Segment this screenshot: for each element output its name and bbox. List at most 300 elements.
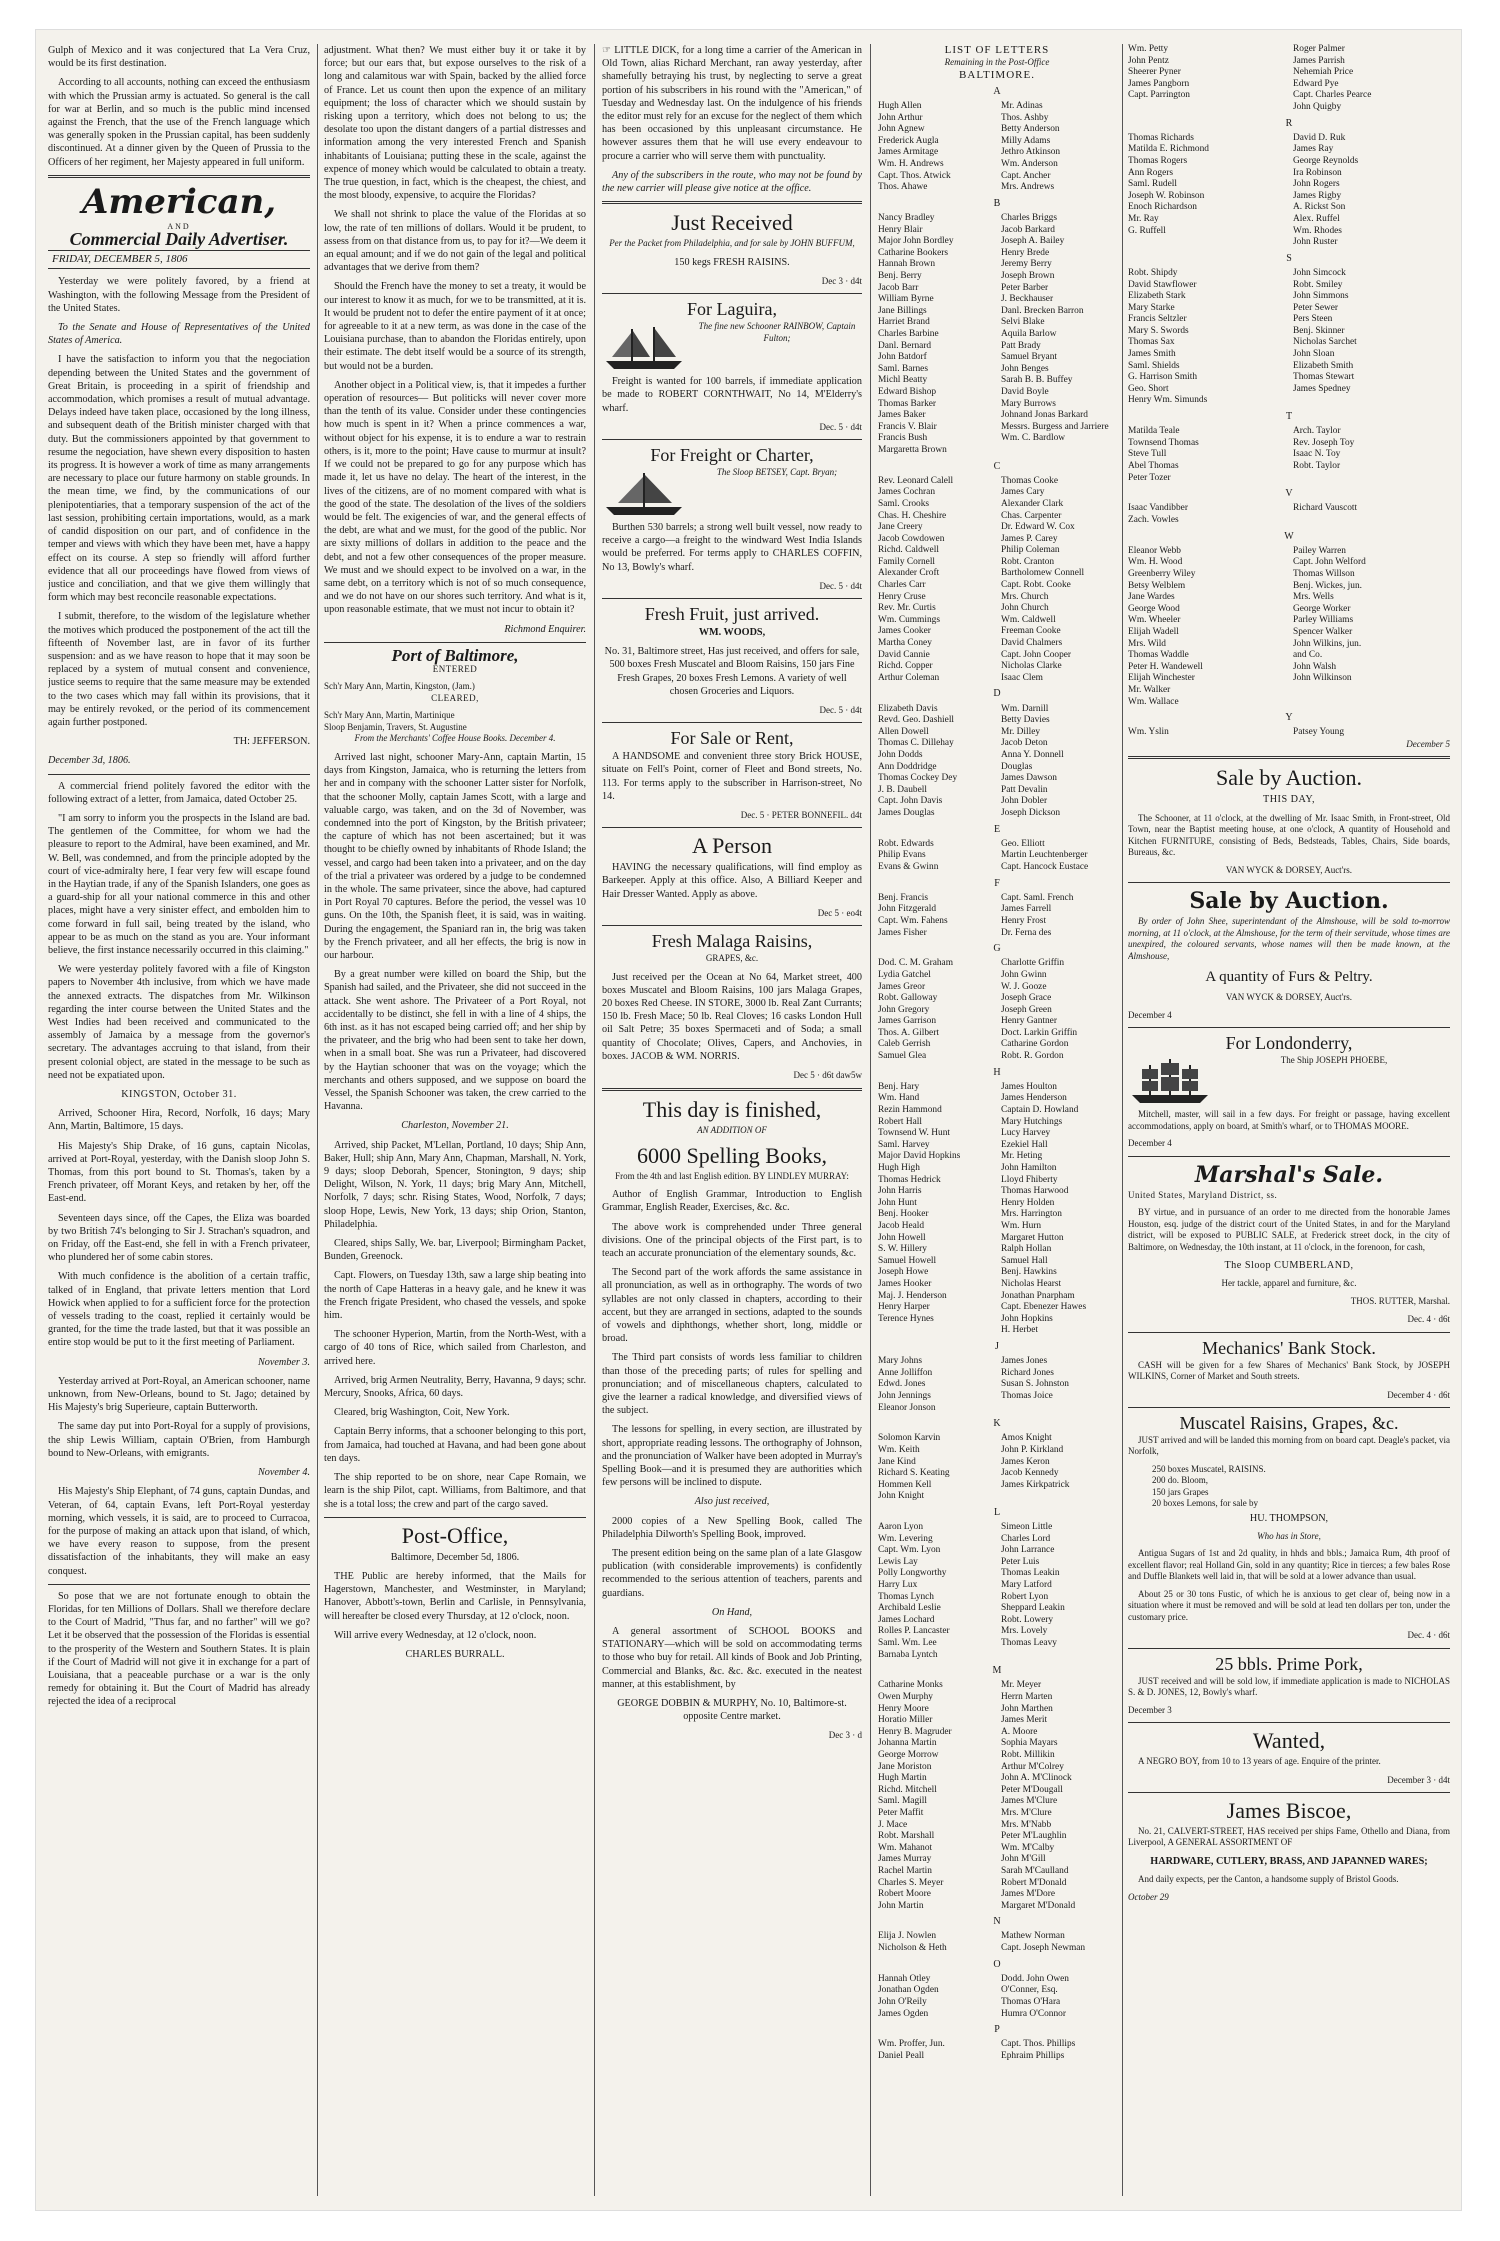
letter-recipient: Jacob Deton bbox=[1001, 738, 1048, 749]
letter-recipient: Patt Devalin bbox=[1001, 784, 1048, 795]
letter-recipient: Capt. Parrington bbox=[1128, 90, 1190, 101]
dateline-text: FRIDAY, DECEMBER 5, 1806 bbox=[52, 253, 188, 266]
marshal-signature: THOS. RUTTER, Marshal. bbox=[1350, 1295, 1450, 1306]
letter-recipient: Isaac Clem bbox=[1001, 672, 1043, 683]
letter-recipient: Lewis Lay bbox=[878, 1556, 918, 1567]
letter-recipient: Jethro Atkinson bbox=[1001, 147, 1061, 158]
letter-recipient: Capt. Thos. Atwick bbox=[878, 170, 951, 181]
letter-recipient: Capt. Wm. Fahens bbox=[878, 915, 948, 926]
letter-recipient: Elizabeth Smith bbox=[1293, 360, 1354, 371]
book-ad-signature: GEORGE DOBBIN & MURPHY, No. 10, Baltimore-st. opposite Centre market. bbox=[617, 1698, 847, 1723]
letter-recipient: Aquila Barlow bbox=[1001, 329, 1057, 339]
letter-recipient: Jonathan Ogden bbox=[878, 1985, 939, 1996]
letter-recipient: Anna Y. Donnell bbox=[1001, 750, 1064, 760]
column-rule bbox=[317, 44, 318, 2196]
port-paragraph: The ship reported to be on shore, near Cape Romain, we learn is the ship Pilot, capt. Williams, from Baltimore, and that she is a total loss; the crew and part of the cargo saved. bbox=[324, 1472, 586, 1510]
bank-stock-body: CASH will be given for a few Shares of Mechanics' Bank Stock, by JOSEPH WILKINS, Corner of Market and South streets. bbox=[1128, 1359, 1450, 1382]
letter-recipient: Benj. Berry bbox=[878, 271, 922, 282]
letter-recipient: David Cannie bbox=[878, 649, 930, 660]
marshal-ship-detail: Her tackle, apparel and furniture, &c. bbox=[1221, 1278, 1357, 1289]
letter-recipient: Ann Doddridge bbox=[878, 761, 937, 772]
auction-body: By order of John Shee, superintendant of the Almshouse, will be sold to-morrow morning, at 11 o'clock, at the Almshouse, for the term of their servitude, whose times are unexpired, the coloured servants, whose names will then be made known, at the Almshouse, bbox=[1128, 916, 1450, 961]
ad-heading: For Freight or Charter, bbox=[650, 444, 814, 465]
letter-recipient: Saml. Wm. Lee bbox=[878, 1638, 937, 1649]
ad-footer: Dec. 4 · d6t bbox=[1407, 1630, 1450, 1641]
letters-date: December 5 bbox=[1406, 738, 1450, 749]
port-paragraph: By a great number were killed on board the Ship, but the Spanish had sailed, and the Privateer, she did not succeed in the attack. She went ashore. The Privateer of a Port Royal, not accidentally to be distinct, she fell in with a line of 4 ships, the 6th inst. as it has not escaped being carried off; and her ship by the privateer, and the brig who had been sent to take her down, when in a small boat. She was run a Privateer, had discovered by the Haytian schooner that was on the voyage; which the merchants and others supposed, and we suppose on board the Vessel, the Spanish Schooner was taken, the crew carried to the Havanna. bbox=[324, 969, 586, 1113]
letter-recipient: Catharine Gordon bbox=[1001, 1039, 1069, 1050]
editorial-paragraph: Should the French have the money to set a treaty, it would be our interest to know it as much, for we to be transmitted, at it is. It would be prudent not to defer the entire payment of it at once; for agreeable to it at a new term, as was done in the case of the Louisiana purchase, than to abandon the Floridas entirely, upon their estimate. The debt itself would be a source of its strength, but would not be a burden. bbox=[324, 281, 586, 372]
letter-recipient: Geo. Elliott bbox=[1001, 838, 1045, 849]
letter-recipient: Henry Gantner bbox=[1001, 1016, 1057, 1027]
letter-recipient: Henry Moore bbox=[878, 1703, 929, 1714]
letter-recipient: Thos. A. Gilbert bbox=[878, 1027, 939, 1038]
letter-recipient: Jane Moriston bbox=[878, 1761, 932, 1772]
letters-section-letter: L bbox=[993, 1506, 1001, 1518]
letter-recipient: John Ruster bbox=[1293, 237, 1338, 248]
letter-recipient: Joseph Brown bbox=[1001, 271, 1055, 282]
letters-section-letter: T bbox=[1285, 411, 1293, 423]
newspaper-page bbox=[36, 30, 1461, 2210]
book-ad-author: From the 4th and last English edition. BY LINDLEY MURRAY: bbox=[615, 1170, 849, 1181]
letter-recipient: Mrs. Lovely bbox=[1001, 1626, 1048, 1637]
letter-recipient: Anne Jolliffon bbox=[878, 1367, 933, 1378]
letter-recipient: Wm. Darnill bbox=[1001, 703, 1049, 714]
letter-recipient: James Merit bbox=[1001, 1715, 1048, 1726]
letter-recipient: Henry Frost bbox=[1001, 915, 1047, 926]
divider bbox=[602, 722, 862, 723]
letter-recipient: Ira Robinson bbox=[1293, 167, 1342, 178]
letter-recipient: Mr. Meyer bbox=[1001, 1680, 1042, 1691]
ad-date: December 4 bbox=[1387, 1389, 1431, 1400]
letter-recipient bbox=[1293, 473, 1450, 485]
letter-recipient: Joseph Dickson bbox=[1001, 807, 1061, 818]
letter-recipient: James Armitage bbox=[878, 147, 939, 158]
news-paragraph: The same day put into Port-Royal for a supply of provisions, the ship Lewis William, captain O'Brien, from Hamburgh bound to New-Orleans, with emigrants. bbox=[48, 1421, 310, 1459]
letter-recipient: Henry Harper bbox=[878, 1302, 930, 1313]
letter-recipient: Rev. Joseph Toy bbox=[1293, 437, 1355, 448]
letter-recipient: Jacob Cowdowen bbox=[878, 533, 945, 544]
letter-recipient bbox=[1001, 445, 1116, 457]
letter-recipient: Jane Creery bbox=[878, 522, 923, 533]
letter-recipient: John Larrance bbox=[1001, 1545, 1055, 1556]
letter-recipient: Capt. Thos. Phillips bbox=[1001, 2039, 1076, 2050]
ad-tag: d bbox=[857, 1730, 862, 1741]
letter-recipient: G. Harrison Smith bbox=[1128, 372, 1198, 383]
post-office-notice: Will arrive every Wednesday, at 12 o'clock, noon. bbox=[334, 1629, 537, 1641]
letter-recipient: S. W. Hillery bbox=[878, 1244, 927, 1255]
letter-recipient: Wm. Keith bbox=[878, 1444, 920, 1455]
divider bbox=[1128, 1027, 1450, 1028]
letter-recipient: John Gwinn bbox=[1001, 969, 1047, 980]
letter-recipient: Dr. Edward W. Cox bbox=[1001, 522, 1075, 533]
letter-recipient: Revd. Geo. Dashiell bbox=[878, 715, 955, 726]
ad-body: Freight is wanted for 100 barrels, if immediate application be made to ROBERT CORNTHWAIT, No 14, M'Elderry's wharf. bbox=[602, 376, 862, 414]
letter-recipient: Francis V. Blair bbox=[878, 421, 937, 432]
letter-recipient: John Knight bbox=[878, 1491, 925, 1502]
ad-tag: d4t bbox=[850, 704, 862, 715]
news-paragraph: His Majesty's Ship Elephant, of 74 guns, captain Dundas, and Veteran, of 64, captain Evans, left Port-Royal yesterday morning, which vessels, it is said, are to proceed to Curracoa, for the purpose of making an attack upon that island, of which, we have every reason to suppose, from the present dissatisfaction of the inhabitants, they will make an easy conquest. bbox=[48, 1486, 310, 1577]
letter-recipient: Catharine Monks bbox=[878, 1680, 943, 1691]
ad-date: Dec. 4 bbox=[1407, 1630, 1431, 1641]
letter-recipient: John Jennings bbox=[878, 1390, 931, 1401]
letter-recipient: John Martin bbox=[878, 1900, 924, 1911]
message-date: December 3d, 1806. bbox=[48, 755, 131, 767]
ad-footer: Dec 3 · d4t bbox=[821, 275, 862, 286]
letter-recipient: Catharine Bookers bbox=[878, 247, 949, 258]
book-ad-paragraph: The above work is comprehended under Three general divisions. One of the principal objects of the First part, is to teach an accurate pronunciation of the elementary sounds, &c. bbox=[602, 1221, 862, 1259]
letter-recipient: Simeon Little bbox=[1001, 1522, 1053, 1533]
letter-recipient: Edwd. Jones bbox=[878, 1379, 926, 1390]
ad-body: Just received per the Ocean at No 64, Market street, 400 boxes Muscatel and Bloom Raisins, 100 jars Malaga Grapes, 20 boxes Red Cheese. IN STORE, 3000 lb. Real Zant Currants; 150 lb. Fresh Mace; 50 lb. Real Cloves; 16 casks London Hull oil Salt Petre; 35 boxes Spermaceti and of Soda; a small quantity of Chocolate; Olives, Capers, and Anchovies, in boxes. JACOB & WM. NORRIS. bbox=[602, 971, 862, 1062]
port-paragraph: Arrived, brig Armen Neutrality, Berry, Havanna, 9 days; schr. Mercury, Snooks, Africa, 60 days. bbox=[324, 1374, 586, 1400]
entered-heading: ENTERED bbox=[432, 663, 478, 674]
ad-footer: December 4 · d6t bbox=[1387, 1389, 1450, 1400]
letter-recipient: John P. Kirkland bbox=[1001, 1444, 1064, 1455]
letter-recipient: Nicholas Hearst bbox=[1001, 1278, 1062, 1289]
letter-recipient: Joseph Grace bbox=[1001, 993, 1052, 1004]
letter-recipient: Spencer Walker bbox=[1293, 626, 1353, 637]
letter-recipient: John Gregory bbox=[878, 1004, 930, 1015]
ad-footer: Dec. 5 · d4t bbox=[819, 704, 862, 715]
auction-body: The Schooner, at 11 o'clock, at the dwelling of Mr. Isaac Smith, in Front-street, Old Town, near the Baptist meeting house, at one o'clock, A quantity of Household and Kitchen FURNITURE, consisting of Beds, Bedsteads, Tables, Chairs, Side boards, Bureaus, &c. bbox=[1128, 812, 1450, 858]
letters-section-letter: Y bbox=[1285, 712, 1293, 724]
letter-recipient: Margaret Hutton bbox=[1001, 1232, 1064, 1243]
letter-recipient: Wm. Yslin bbox=[1128, 727, 1169, 738]
letter-recipient: David Stawflower bbox=[1128, 279, 1197, 290]
port-entry: Sch'r Mary Ann, Martin, Martinique bbox=[324, 710, 455, 721]
letter-recipient: Pers Steen bbox=[1293, 314, 1333, 325]
biscoe-date: October 29 bbox=[1128, 1891, 1169, 1902]
letter-recipient: Jacob Heald bbox=[878, 1221, 925, 1231]
letter-recipient: Thomas Richards bbox=[1128, 132, 1194, 143]
marshal-ship: The Sloop CUMBERLAND, bbox=[1224, 1260, 1354, 1272]
divider bbox=[1128, 1792, 1450, 1793]
letter-recipient: Nicholas Sarchet bbox=[1293, 337, 1357, 348]
ad-date: Dec 5 bbox=[793, 1069, 815, 1080]
letter-recipient: A. Moore bbox=[1001, 1726, 1038, 1737]
letter-recipient: Edward Bishop bbox=[878, 386, 937, 397]
letter-recipient: Robt. Shipdy bbox=[1128, 267, 1178, 278]
letter-recipient: Joseph Green bbox=[1001, 1004, 1052, 1015]
letter-recipient: Nehemiah Price bbox=[1293, 67, 1354, 78]
column-3 bbox=[602, 44, 862, 2196]
letter-recipient: Robt. R. Gordon bbox=[1001, 1051, 1064, 1062]
letter-recipient: James Greor bbox=[878, 981, 926, 992]
letter-recipient: John Hunt bbox=[878, 1197, 917, 1208]
letter-recipient: John Church bbox=[1001, 603, 1049, 614]
letters-section bbox=[878, 1931, 1116, 1954]
letter-recipient: James Cochran bbox=[878, 487, 936, 498]
letter-recipient: James Baker bbox=[878, 410, 926, 421]
letters-section-letter: D bbox=[993, 688, 1001, 700]
letter-recipient: Polly Longworthy bbox=[878, 1568, 947, 1579]
ad-footer: Dec 5 · eo4t bbox=[817, 907, 862, 918]
letter-recipient: G. Ruffell bbox=[1128, 225, 1166, 236]
ad-tag: d6t bbox=[1438, 1630, 1450, 1641]
letters-section-letter: G bbox=[993, 943, 1001, 955]
letter-recipient: Danl. Brecken Barron bbox=[1001, 305, 1084, 316]
divider bbox=[1128, 1407, 1450, 1408]
letter-recipient: Capt. John Cooper bbox=[1001, 649, 1072, 660]
ad-tag: d6t bbox=[1438, 1314, 1450, 1325]
ad-subheading: WM. WOODS, bbox=[698, 626, 766, 638]
ad-body: No. 31, Baltimore street, Has just received, and offers for sale, 500 boxes Fresh Muscatel and Bloom Raisins, 150 jars Fine Fresh Grapes, 20 boxes Fresh Lemons. A variety of well chosen Groceries and Liquors. bbox=[604, 646, 860, 697]
shipping-body: Mitchell, master, will sail in a few days. For freight or passage, having excellent accommodations, apply on board, at Smith's wharf, or to THOMAS MOORE. bbox=[1128, 1109, 1450, 1131]
letters-section-letter: F bbox=[994, 877, 1000, 889]
letter-recipient: Dodd. John Owen bbox=[1001, 1973, 1069, 1984]
charleston-heading: Charleston, November 21. bbox=[401, 1120, 509, 1132]
marshal-body: BY virtue, and in pursuance of an order to me directed from the honorable James Houston, esq. judge of the district court of the United States, in and for the Maryland district, will be exposed to PUBLIC SALE, at Frederick street dock, in the city of Baltimore, on Wednesday, the 10th instant, at 11 o'clock, in the forenoon, for cash, bbox=[1128, 1207, 1450, 1252]
letter-recipient: Captain D. Howland bbox=[1001, 1105, 1079, 1116]
letters-section bbox=[878, 893, 1116, 939]
letter-recipient: John M'Gill bbox=[1001, 1854, 1046, 1865]
letter-recipient: Samuel Bryant bbox=[1001, 352, 1057, 363]
divider bbox=[602, 293, 862, 294]
letter-recipient: Wm. Cummings bbox=[878, 614, 940, 625]
letter-recipient: James Farrell bbox=[1001, 904, 1052, 915]
letter-recipient: Harry Lux bbox=[878, 1580, 918, 1591]
letters-section-letter: P bbox=[994, 2024, 1000, 2036]
port-paragraph: The schooner Hyperion, Martin, from the North-West, with a cargo of 40 tons of Rice, which sailed from Charleston, and arrived here. bbox=[324, 1329, 586, 1367]
shipping-subheading: The Ship JOSEPH PHOEBE, bbox=[1280, 1055, 1388, 1066]
letter-recipient: Elizabeth Davis bbox=[878, 703, 938, 714]
letter-recipient: Jacob Barr bbox=[878, 282, 919, 293]
ad-tag: d4t bbox=[1438, 1774, 1450, 1785]
letter-recipient: Wm. Proffer, Jun. bbox=[878, 2039, 945, 2050]
post-office-notice: THE Public are hereby informed, that the Mails for Hagerstown, Manchester, and Westminster, in Maryland; Hanover, Abbott's-town, Berlin and Carlisle, in Pennsylvania, will hereafter be closed every Thursday, at 12 o'clock, noon. bbox=[324, 1570, 586, 1622]
wanted-body: A NEGRO BOY, from 10 to 13 years of age. Enquire of the printer. bbox=[1138, 1756, 1381, 1767]
letter-recipient: Family Cornell bbox=[878, 556, 936, 567]
letter-recipient: Wm. Caldwell bbox=[1001, 614, 1056, 625]
letter-recipient: Johanna Martin bbox=[878, 1738, 937, 1749]
letter-recipient: Rezin Hammond bbox=[878, 1105, 942, 1116]
letter-recipient: Frederick Augla bbox=[878, 135, 939, 146]
letter-recipient: John Quigby bbox=[1293, 101, 1342, 112]
letter-recipient: Margaretta Brown bbox=[878, 444, 947, 455]
letter-recipient: Major John Bordley bbox=[878, 236, 954, 247]
ad-date: Dec. 5 bbox=[819, 421, 843, 432]
letter-recipient: Capt. Wm. Lyon bbox=[878, 1545, 941, 1556]
news-paragraph: So pose that we are not fortunate enough to obtain the Floridas, for ten Millions of Dollars. Shall we therefore declare to the Court of Madrid, "Thus far, and no farther" will we go? Let it be observed that the possession of the Floridas is essential to the prosperity of the Western and Southern States. It is plain if the Court of Madrid will not give it in exchange for a part of Louisiana, that a peaceable purchase or a war is the only remedy for obtaining it. But the Court of Madrid has already rejected the idea of a reciprocal bbox=[48, 1590, 310, 1708]
letter-recipient: John Batdorf bbox=[878, 352, 927, 363]
letter-recipient: Robt. Millikin bbox=[1001, 1749, 1055, 1760]
letter-recipient: James Hooker bbox=[878, 1278, 932, 1289]
notice-text: LITTLE DICK, for a long time a carrier of the American in Old Town, alias Richard Merchant, ran away yesterday, after shamefully betraying his trust, by neglecting to serve a great portion of his subscribers in his round with the "American," of Tuesday and Wednesday last. On the indulgence of his friends the editor must rely for an excuse for the neglect of them which has been occasioned by this unpleasant circumstance. He however assures them that he will use every endeavour to procure a carrier who will serve them with punctuality. bbox=[602, 45, 862, 162]
ad-tag: d6t daw5w bbox=[822, 1069, 862, 1080]
masthead-title: American, bbox=[81, 181, 277, 222]
ad-footer: Dec 5 · d6t daw5w bbox=[793, 1069, 862, 1080]
letter-recipient: Mr. Ray bbox=[1128, 213, 1159, 224]
letter-recipient: James Parrish bbox=[1293, 55, 1345, 66]
letter-recipient: Townsend W. Hunt bbox=[878, 1128, 950, 1139]
letter-recipient bbox=[1001, 1650, 1116, 1662]
letter-recipient: Hommen Kell bbox=[878, 1479, 932, 1490]
letter-recipient: James Cary bbox=[1001, 487, 1045, 498]
letter-recipient: Benj. Wickes, jun. bbox=[1293, 580, 1362, 591]
letter-recipient: Wm. Rhodes bbox=[1293, 225, 1342, 236]
letter-recipient: David Boyle bbox=[1001, 386, 1049, 397]
letter-recipient: John Agnew bbox=[878, 124, 925, 135]
letters-section bbox=[878, 958, 1116, 1062]
letter-recipient: Major David Hopkins bbox=[878, 1151, 961, 1162]
letter-recipient: George Wood bbox=[1128, 603, 1180, 614]
letter-recipient: Pailey Warren bbox=[1293, 545, 1346, 556]
letter-recipient: Robt. Smiley bbox=[1293, 279, 1343, 290]
letters-section bbox=[878, 1522, 1116, 1661]
raisins-item: 250 boxes Muscatel, RAISINS. bbox=[1152, 1463, 1266, 1474]
letter-recipient: Saml. Shields bbox=[1128, 360, 1180, 371]
ad-tag: eo4t bbox=[846, 907, 862, 918]
letter-recipient: Jeremy Berry bbox=[1001, 259, 1052, 270]
marshal-heading: Marshal's Sale. bbox=[1194, 1161, 1384, 1188]
ad-footer: December 3 · d4t bbox=[1387, 1774, 1450, 1785]
letter-recipient: Lydia Gatchel bbox=[878, 969, 931, 980]
letter-recipient: Sophia Mayars bbox=[1001, 1738, 1058, 1749]
letter-recipient: James Fisher bbox=[878, 927, 927, 938]
ad-date: Dec 3 bbox=[821, 275, 843, 286]
letter-recipient: Bartholomew Connell bbox=[1001, 568, 1085, 579]
letter-recipient: Peter Barber bbox=[1001, 282, 1049, 293]
letter-recipient: Charles S. Meyer bbox=[878, 1877, 944, 1888]
book-ad-paragraph: 2000 copies of a New Spelling Book, called The Philadelphia Dilworth's Spelling Book, improved. bbox=[602, 1515, 862, 1540]
letter-recipient: Mr. Adinas bbox=[1001, 101, 1043, 112]
letter-recipient: Henry Blair bbox=[878, 224, 923, 235]
letters-section-letter: S bbox=[1286, 252, 1292, 264]
raisins-body: JUST arrived and will be landed this morning from on board capt. Deagle's packet, via Norfolk, bbox=[1128, 1434, 1450, 1457]
letter-recipient: Wm. Hurn bbox=[1001, 1221, 1042, 1231]
letter-recipient: James Pangborn bbox=[1128, 78, 1190, 89]
letter-recipient: James Jones bbox=[1001, 1356, 1048, 1367]
raisins-item: 200 do. Bloom, bbox=[1152, 1475, 1209, 1486]
column-rule bbox=[594, 44, 595, 2196]
letter-recipient: John Arthur bbox=[878, 112, 923, 123]
ad-date: Dec 3 bbox=[828, 1730, 850, 1741]
letter-recipient: John Simcock bbox=[1293, 267, 1346, 278]
letter-recipient: Enoch Richardson bbox=[1128, 202, 1197, 213]
letters-section bbox=[1128, 426, 1450, 484]
auction-date: December 4 bbox=[1128, 1009, 1172, 1020]
letter-recipient: Capt. Ebenezer Hawes bbox=[1001, 1302, 1087, 1313]
letter-recipient: Mary S. Swords bbox=[1128, 325, 1189, 336]
letters-section-letter: O bbox=[993, 1958, 1001, 1970]
letter-recipient: James Houlton bbox=[1001, 1081, 1057, 1092]
pork-body: JUST received and will be sold low, if immediate application is made to NICHOLAS S. & D. JONES, 12, Bowly's wharf. bbox=[1128, 1675, 1450, 1698]
letter-recipient: Wm. Wheeler bbox=[1128, 615, 1181, 626]
letter-recipient: Joseph W. Robinson bbox=[1128, 190, 1205, 201]
masthead-dateline bbox=[48, 250, 310, 269]
letter-recipient: J. B. Daubell bbox=[878, 784, 927, 795]
letter-recipient: Nicholas Clarke bbox=[1001, 661, 1062, 672]
letter-recipient: Lucy Harvey bbox=[1001, 1128, 1051, 1139]
letter-recipient: Capt. John Davis bbox=[878, 796, 943, 807]
letter-recipient: Saml. Rudell bbox=[1128, 179, 1177, 190]
letter-recipient: Robert Lyon bbox=[1001, 1591, 1049, 1602]
divider bbox=[602, 598, 862, 599]
letter-recipient: Wm. Mahanot bbox=[878, 1842, 933, 1853]
divider bbox=[602, 827, 862, 828]
letter-recipient: Peter Maffit bbox=[878, 1807, 924, 1818]
letter-recipient: Mrs. M'Nabb bbox=[1001, 1819, 1052, 1830]
letter-recipient: Thomas Cooke bbox=[1001, 475, 1059, 486]
letters-section bbox=[1128, 503, 1450, 526]
letter-recipient: Martha Coney bbox=[878, 638, 932, 649]
letter-recipient: Wm. Hand bbox=[878, 1093, 920, 1104]
ad-date: December 3 bbox=[1387, 1774, 1431, 1785]
divider bbox=[1128, 1156, 1450, 1157]
letter-recipient: Capt. Charles Pearce bbox=[1293, 90, 1372, 101]
letters-section bbox=[878, 1680, 1116, 1912]
ad-heading: Fresh Fruit, just arrived. bbox=[644, 603, 820, 624]
book-ad-title: 6000 Spelling Books, bbox=[636, 1142, 828, 1168]
letter-recipient: Mary Starke bbox=[1128, 302, 1175, 313]
letter-recipient: Robert Moore bbox=[878, 1889, 931, 1900]
divider bbox=[1128, 756, 1450, 759]
letter-recipient: John Fitzgerald bbox=[878, 904, 937, 915]
letter-recipient: Isaac Vandibber bbox=[1128, 503, 1188, 514]
ad-tag: d4t bbox=[850, 275, 862, 286]
port-paragraph: Arrived last night, schooner Mary-Ann, captain Martin, 15 days from Kingston, Jamaica, who is returning the letters from her and in company with the schooner Latter sister for Norfolk, that the schooner Molly, captain James Scott, with a large and valuable cargo, was taken, and on the 3d of November, was condemned into the port of Kingston, by the British privateer; the capture of which has not been ascertained; but it was thought to be chiefly owned by inhabitants of Rhode Island; the vessel, and cargo had been taken into a privateer, and on the day of the trial a privateer was ordered by a judge to be condemned in the whole. The same privateer, since the above, had captured in Port Royal 70 captures. Before the period, the vessel was 10 guns. On the 10th, the Spanish fleet, it is said, was in waiting. During the engagement, the Spaniard ran in, the brig was taken by the French privateer, and all her effects, the brig is now in our harbour. bbox=[324, 751, 586, 961]
ad-subheading: The fine new Schooner RAINBOW, Captain Fulton; bbox=[698, 321, 856, 343]
letter-recipient: Martin Leuchtenberger bbox=[1001, 850, 1088, 861]
letter-recipient: Hugh Allen bbox=[878, 101, 922, 112]
letter-recipient bbox=[1128, 237, 1285, 249]
letter-recipient: Lloyd Fhiberty bbox=[1001, 1174, 1058, 1185]
letter-recipient: James Cooker bbox=[878, 626, 931, 637]
letters-subtitle: Remaining in the Post-Office bbox=[944, 57, 1050, 68]
letter-recipient: Benj. Hary bbox=[878, 1081, 920, 1092]
letter-recipient: Thomas Stewart bbox=[1293, 372, 1355, 383]
letter-recipient: Samuel Glea bbox=[878, 1051, 927, 1062]
column-1 bbox=[48, 44, 310, 2196]
shipping-heading: For Londonderry, bbox=[1225, 1033, 1353, 1054]
letter-recipient: Ann Rogers bbox=[1128, 167, 1174, 178]
message-intro: Yesterday we were politely favored, by a friend at Washington, with the following Message from the President of the United States. bbox=[48, 276, 310, 314]
letter-recipient: Henry Brede bbox=[1001, 247, 1050, 258]
letter-recipient: Richard S. Keating bbox=[878, 1468, 950, 1479]
ad-heading: A Person bbox=[691, 833, 773, 859]
letter-recipient: Alex. Ruffel bbox=[1293, 213, 1340, 224]
news-paragraph: "I am sorry to inform you the prospects in the Island are bad. The gentlemen of the Committee, for whom we had the pleasure to report to the Admiral, have been examined, and Mr. W. Bell, was condemned, and from the principle adopted by the court of vice-admiralty here, I fear very few will escape found in the Haytian trade, if any of the Spanish Islanders, one goes as a guard-ship for all your national commerce in this and other places, might have a very sinister effect, and embolden him to come forward in full sail, being treated by the island, who appear to be as much on the stand as you are. Your informant believe, the first instance necessarily occurred in this claiming." bbox=[48, 812, 310, 956]
column-rule bbox=[870, 44, 871, 2196]
wanted-heading: Wanted, bbox=[1252, 1728, 1326, 1754]
bank-stock-heading: Mechanics' Bank Stock. bbox=[1202, 1337, 1376, 1358]
book-ad-paragraph: The Second part of the work affords the same assistance in all pronunciation, as well as in orthography. The words of two syllables are not only classed in chapters, according to their accent, but they are arranged in sections, adapted to the sounds of vowels and diphthongs, whether short, long, middle or broad. bbox=[602, 1267, 862, 1345]
auction-day: THIS DAY, bbox=[1262, 794, 1316, 806]
letter-recipient: Richd. Copper bbox=[878, 661, 933, 672]
letters-section-letter: A bbox=[993, 85, 1001, 97]
letters-section-letter: N bbox=[993, 1916, 1001, 1928]
biscoe-tail: And daily expects, per the Canton, a handsome supply of Bristol Goods. bbox=[1138, 1874, 1399, 1885]
letter-recipient: Patt Brady bbox=[1001, 340, 1041, 351]
letter-recipient: Saml. Magill bbox=[878, 1796, 927, 1807]
letter-recipient: John Hopkins bbox=[1001, 1313, 1053, 1324]
divider bbox=[324, 642, 586, 643]
letter-recipient: Mrs. M'Clure bbox=[1001, 1807, 1052, 1818]
letter-recipient: Capt. Saml. French bbox=[1001, 892, 1074, 903]
letter-recipient: Peter H. Wandewell bbox=[1128, 661, 1203, 672]
letter-recipient: Evans & Gwinn bbox=[878, 861, 939, 872]
letter-recipient: Wm. Petty bbox=[1128, 44, 1169, 54]
letter-recipient bbox=[1293, 697, 1450, 709]
port-paragraph: Cleared, ships Sally, We. bar, Liverpool; Birmingham Packet, Bunden, Greenock. bbox=[324, 1238, 586, 1263]
letter-recipient: Richd. Caldwell bbox=[878, 545, 939, 556]
letter-recipient: Amos Knight bbox=[1001, 1433, 1052, 1444]
divider bbox=[324, 1517, 586, 1518]
shipping-date: December 4 bbox=[1128, 1138, 1172, 1149]
book-ad-subheading: AN ADDITION OF bbox=[697, 1125, 767, 1136]
merchants-note: From the Merchants' Coffee House Books. December 4. bbox=[354, 733, 556, 744]
